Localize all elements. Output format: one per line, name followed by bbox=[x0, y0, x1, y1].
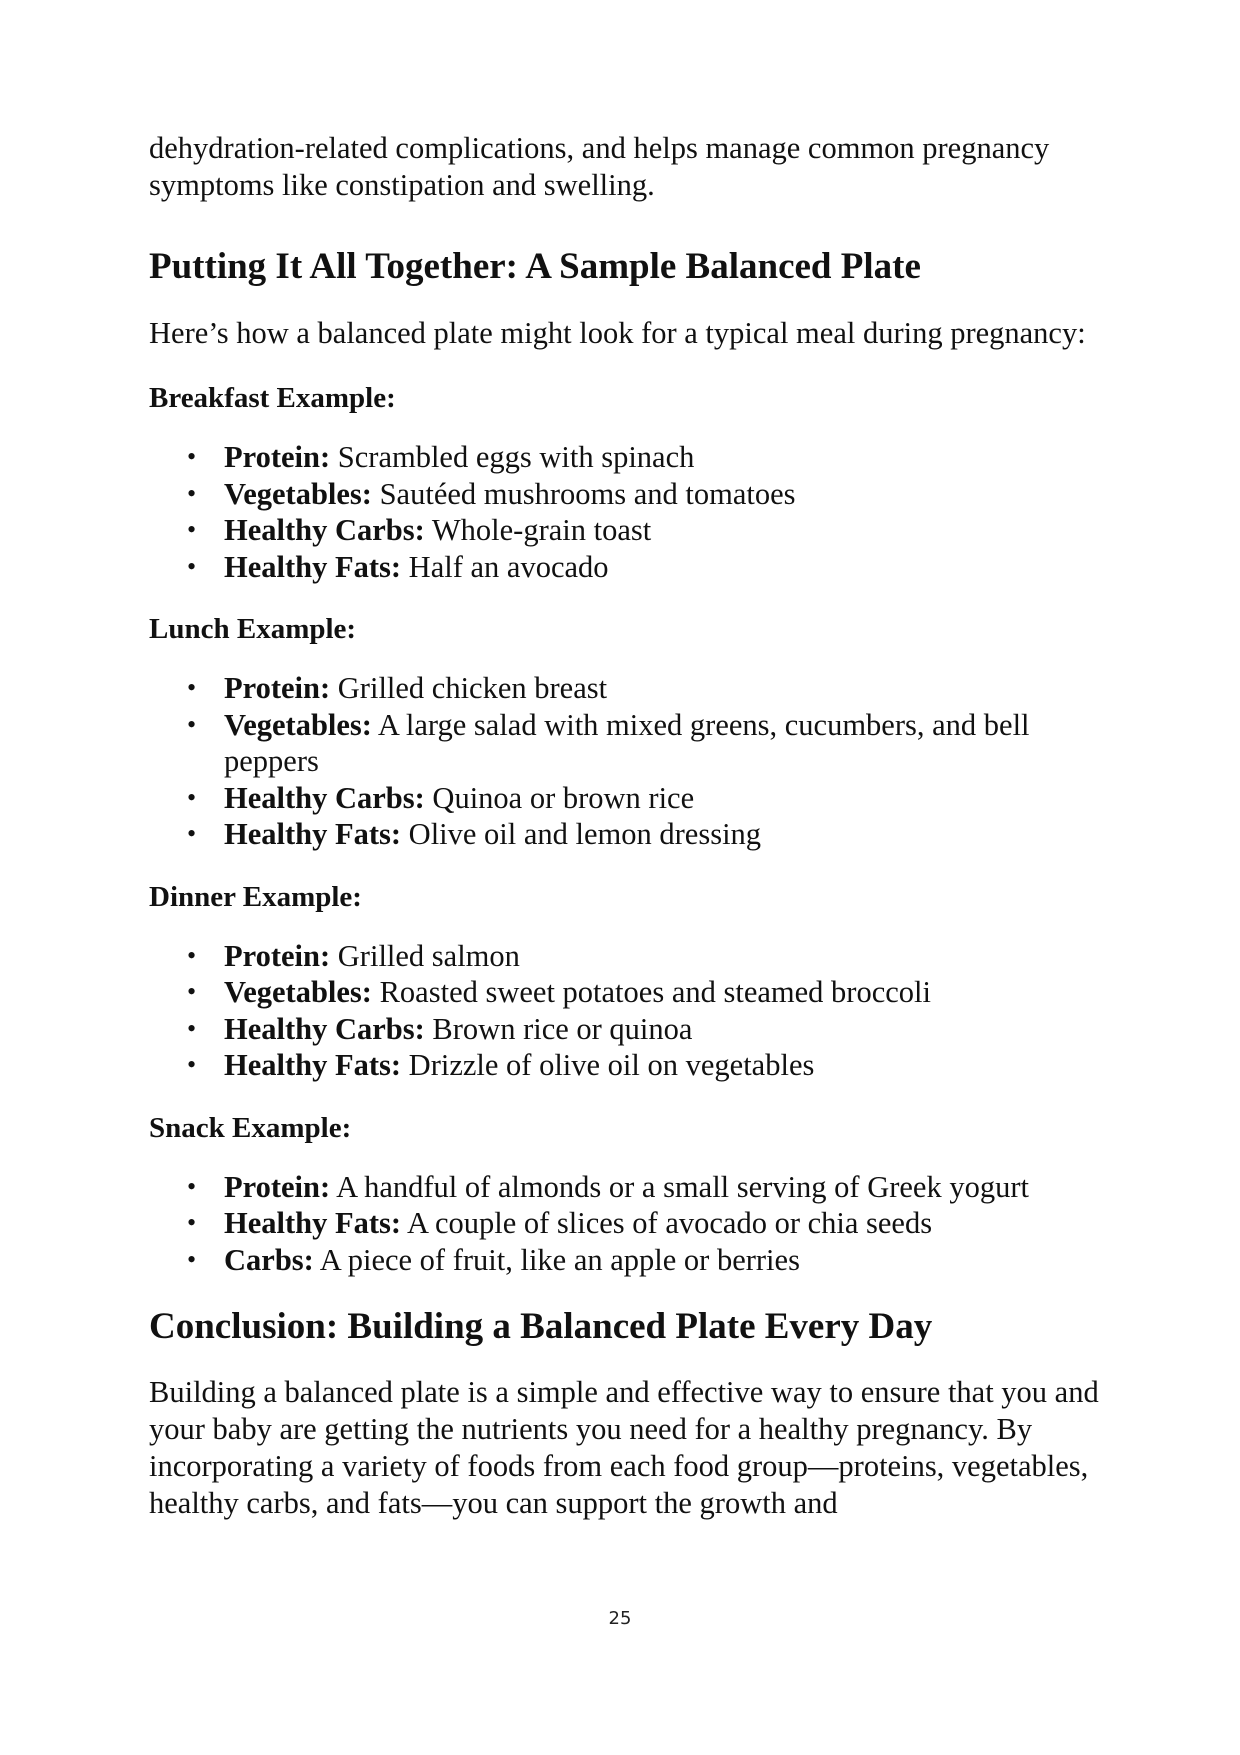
item-label: Protein: bbox=[224, 938, 331, 973]
bullet-icon: • bbox=[187, 1013, 197, 1043]
item-label: Healthy Carbs: bbox=[224, 780, 425, 815]
list-item bbox=[149, 1169, 1099, 1206]
meal-title: Dinner Example: bbox=[149, 880, 362, 913]
item-text: Olive oil and lemon dressing bbox=[401, 817, 762, 851]
section-heading-sample-plate: Putting It All Together: A Sample Balanced Plate bbox=[149, 246, 921, 287]
intro-paragraph: dehydration-related complications, and helps manage common pregnancy symptoms like constipation and swelling. bbox=[149, 131, 1050, 202]
item-text: Whole-grain toast bbox=[424, 513, 652, 547]
item-label: Protein: bbox=[224, 671, 331, 705]
item-text: Grilled chicken breast bbox=[330, 671, 608, 705]
meal-title: Breakfast Example: bbox=[149, 382, 396, 414]
bullet-icon: • bbox=[187, 515, 197, 544]
item-label: Healthy Fats: bbox=[224, 549, 402, 584]
list-item bbox=[149, 707, 1099, 780]
item-label: Healthy Fats: bbox=[224, 1048, 402, 1082]
meal-title: Snack Example: bbox=[149, 1111, 352, 1144]
meal-example-breakfast bbox=[149, 380, 1099, 585]
meal-example-dinner bbox=[149, 879, 1099, 1084]
list-item bbox=[149, 1205, 1099, 1242]
list-item bbox=[149, 670, 1099, 707]
item-label: Vegetables: bbox=[224, 707, 372, 742]
bullet-icon: • bbox=[187, 782, 197, 812]
item-text: A couple of slices of avocado or chia seeds bbox=[401, 1206, 933, 1240]
list-item bbox=[149, 1011, 1099, 1048]
item-text: Roasted sweet potatoes and steamed broccoli bbox=[371, 975, 931, 1009]
item-label: Protein: bbox=[224, 1169, 331, 1204]
bullet-icon: • bbox=[187, 940, 197, 970]
list-item bbox=[149, 780, 1099, 817]
page-content bbox=[149, 130, 1099, 1522]
meal-item-list bbox=[149, 1169, 1099, 1279]
bullet-icon: • bbox=[187, 673, 197, 702]
item-label: Healthy Fats: bbox=[224, 1206, 402, 1240]
item-text: Sautéed mushrooms and tomatoes bbox=[371, 476, 796, 511]
list-item bbox=[149, 549, 1099, 586]
item-text: Drizzle of olive oil on vegetables bbox=[401, 1048, 815, 1082]
list-item bbox=[149, 1242, 1099, 1279]
bullet-icon: • bbox=[187, 1244, 197, 1274]
list-item bbox=[149, 816, 1099, 853]
meal-item-list bbox=[149, 938, 1099, 1084]
item-label: Healthy Carbs: bbox=[224, 513, 425, 547]
meal-item-list bbox=[149, 439, 1099, 585]
conclusion-paragraph: Building a balanced plate is a simple and effective way to ensure that you and your baby are getting the nutrients you need for a healthy pregnancy. By incorporating a variety of foods from each food group—proteins, vegetables, healthy carbs, and fats—you can support the growth and bbox=[149, 1375, 1099, 1520]
item-text: Grilled salmon bbox=[330, 938, 520, 973]
item-label: Healthy Fats: bbox=[224, 817, 402, 851]
list-item bbox=[149, 974, 1099, 1011]
meal-item-list bbox=[149, 670, 1099, 853]
bullet-icon: • bbox=[187, 977, 197, 1006]
list-item bbox=[149, 1047, 1099, 1084]
item-text: Half an avocado bbox=[401, 549, 609, 584]
list-item bbox=[149, 476, 1099, 513]
list-item bbox=[149, 938, 1099, 975]
list-item bbox=[149, 439, 1099, 476]
list-item bbox=[149, 512, 1099, 549]
bullet-icon: • bbox=[187, 551, 197, 581]
bullet-icon: • bbox=[187, 478, 197, 508]
section-heading-conclusion: Conclusion: Building a Balanced Plate Every Day bbox=[149, 1306, 933, 1347]
item-text: A large salad with mixed greens, cucumbers, and bell peppers bbox=[224, 707, 1030, 778]
section-lead-paragraph: Here’s how a balanced plate might look for a typical meal during pregnancy: bbox=[149, 316, 1086, 350]
meal-example-lunch bbox=[149, 611, 1099, 853]
meal-example-snack bbox=[149, 1110, 1099, 1279]
item-label: Carbs: bbox=[224, 1242, 314, 1277]
item-text: A handful of almonds or a small serving of Greek yogurt bbox=[330, 1169, 1029, 1204]
bullet-icon: • bbox=[187, 819, 197, 848]
item-label: Vegetables: bbox=[224, 975, 372, 1009]
bullet-icon: • bbox=[187, 1208, 197, 1237]
bullet-icon: • bbox=[187, 1050, 197, 1079]
bullet-icon: • bbox=[187, 442, 197, 471]
item-label: Healthy Carbs: bbox=[224, 1011, 425, 1046]
item-text: A piece of fruit, like an apple or berries bbox=[313, 1242, 800, 1277]
item-text: Brown rice or quinoa bbox=[424, 1011, 693, 1046]
item-text: Quinoa or brown rice bbox=[424, 780, 695, 815]
bullet-icon: • bbox=[187, 1171, 197, 1201]
item-text: Scrambled eggs with spinach bbox=[330, 440, 695, 474]
page-number: 25 bbox=[608, 1608, 632, 1629]
meal-title: Lunch Example: bbox=[149, 613, 357, 645]
bullet-icon: • bbox=[187, 709, 197, 739]
item-label: Vegetables: bbox=[224, 476, 372, 511]
item-label: Protein: bbox=[224, 440, 331, 474]
